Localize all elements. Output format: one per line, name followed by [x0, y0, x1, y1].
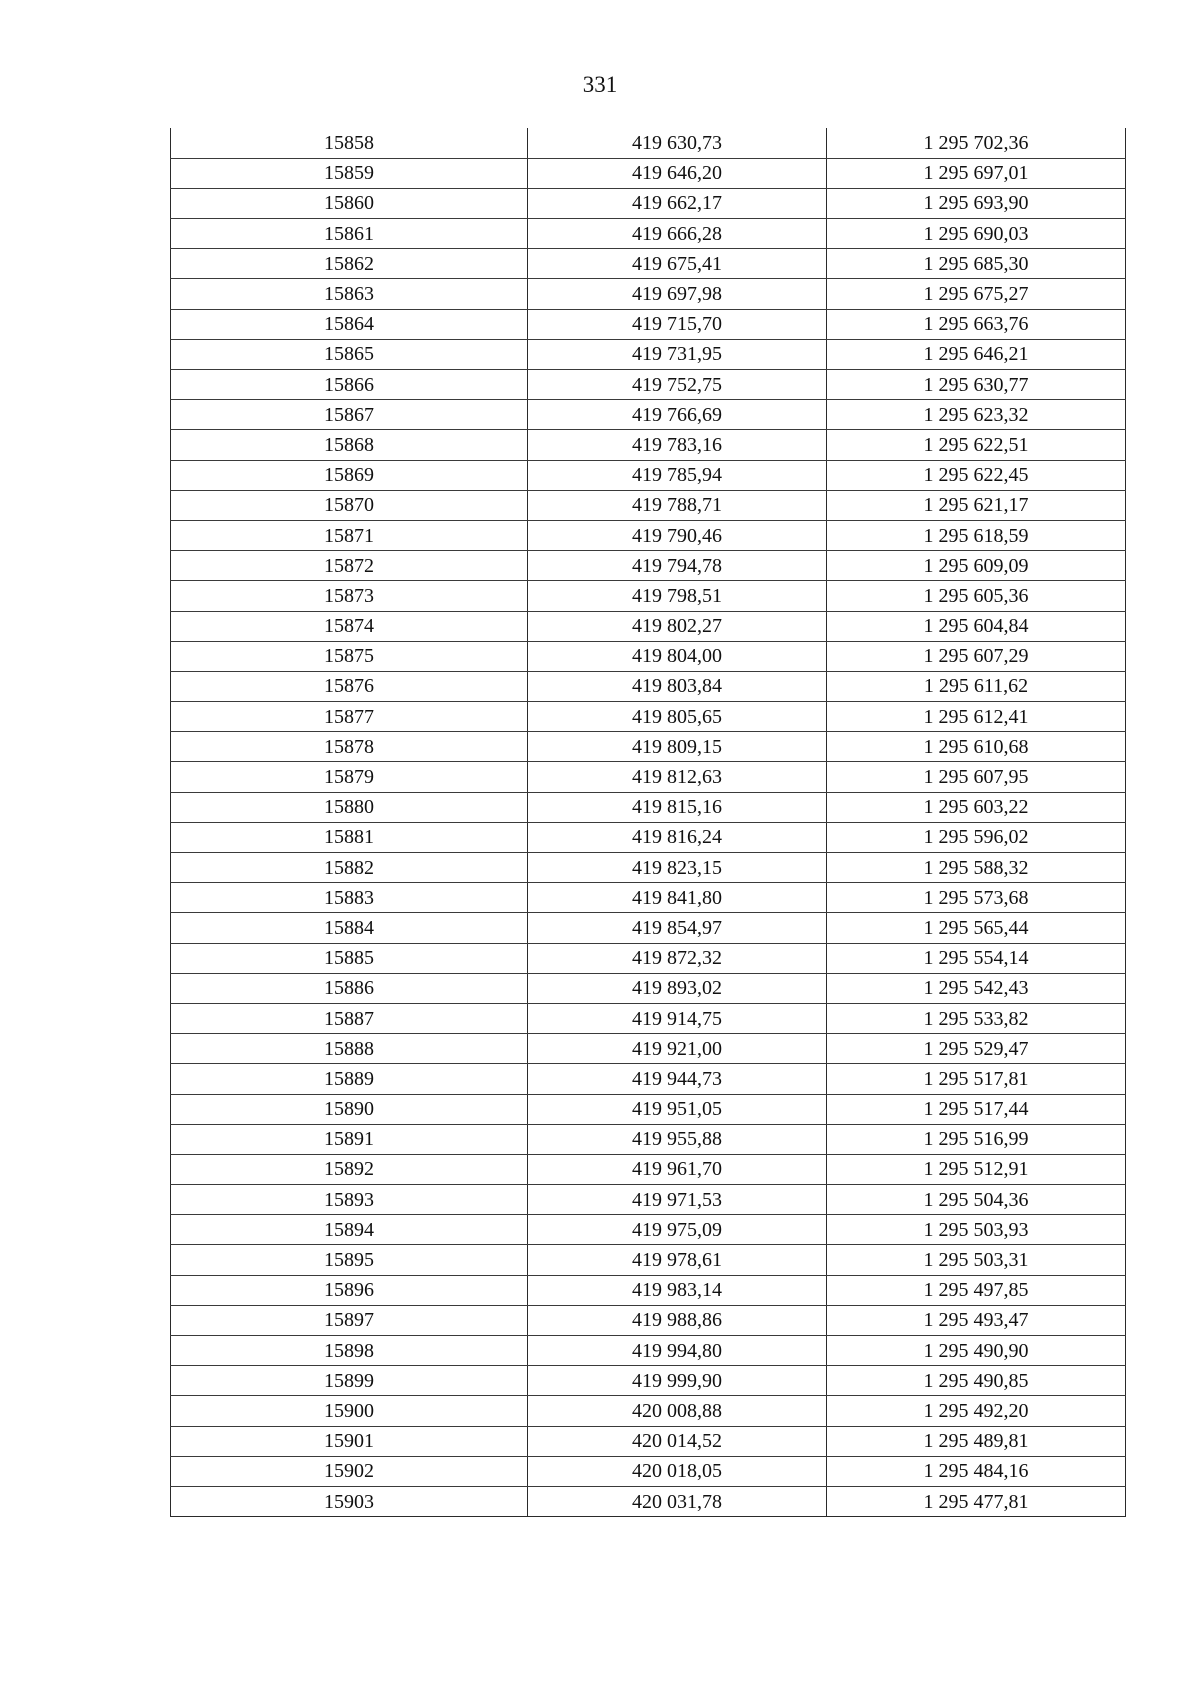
table-row: [171, 400, 1126, 430]
table-row: [171, 460, 1126, 490]
y-coordinate-cell: 1 295 490,90: [827, 1336, 1126, 1366]
x-coordinate-cell: 419 994,80: [528, 1336, 827, 1366]
x-coordinate-cell: 419 803,84: [528, 671, 827, 701]
y-coordinate-cell: 1 295 596,02: [827, 822, 1126, 852]
y-coordinate-cell: 1 295 603,22: [827, 792, 1126, 822]
x-coordinate-cell: 419 675,41: [528, 249, 827, 279]
x-coordinate-cell: 419 961,70: [528, 1154, 827, 1184]
y-coordinate-cell: 1 295 503,31: [827, 1245, 1126, 1275]
y-coordinate-cell: 1 295 477,81: [827, 1486, 1126, 1516]
table-row: [171, 1124, 1126, 1154]
point-number-cell: 15897: [171, 1305, 528, 1335]
x-coordinate-cell: 419 971,53: [528, 1185, 827, 1215]
x-coordinate-cell: 419 893,02: [528, 973, 827, 1003]
x-coordinate-cell: 419 630,73: [528, 128, 827, 158]
x-coordinate-cell: 419 766,69: [528, 400, 827, 430]
point-number-cell: 15895: [171, 1245, 528, 1275]
table-row: [171, 1275, 1126, 1305]
point-number-cell: 15884: [171, 913, 528, 943]
y-coordinate-cell: 1 295 697,01: [827, 158, 1126, 188]
x-coordinate-cell: 419 666,28: [528, 219, 827, 249]
point-number-cell: 15863: [171, 279, 528, 309]
table-row: [171, 1305, 1126, 1335]
x-coordinate-cell: 419 854,97: [528, 913, 827, 943]
x-coordinate-cell: 420 014,52: [528, 1426, 827, 1456]
point-number-cell: 15867: [171, 400, 528, 430]
table-row: [171, 853, 1126, 883]
y-coordinate-cell: 1 295 492,20: [827, 1396, 1126, 1426]
table-row: [171, 520, 1126, 550]
x-coordinate-cell: 419 823,15: [528, 853, 827, 883]
y-coordinate-cell: 1 295 489,81: [827, 1426, 1126, 1456]
x-coordinate-cell: 419 914,75: [528, 1003, 827, 1033]
x-coordinate-cell: 419 815,16: [528, 792, 827, 822]
x-coordinate-cell: 419 646,20: [528, 158, 827, 188]
x-coordinate-cell: 419 841,80: [528, 883, 827, 913]
y-coordinate-cell: 1 295 516,99: [827, 1124, 1126, 1154]
table-row: [171, 1003, 1126, 1033]
point-number-cell: 15878: [171, 732, 528, 762]
x-coordinate-cell: 419 988,86: [528, 1305, 827, 1335]
table-row: [171, 490, 1126, 520]
x-coordinate-cell: 419 788,71: [528, 490, 827, 520]
y-coordinate-cell: 1 295 517,81: [827, 1064, 1126, 1094]
point-number-cell: 15865: [171, 339, 528, 369]
table-row: [171, 1215, 1126, 1245]
point-number-cell: 15881: [171, 822, 528, 852]
y-coordinate-cell: 1 295 610,68: [827, 732, 1126, 762]
y-coordinate-cell: 1 295 554,14: [827, 943, 1126, 973]
point-number-cell: 15899: [171, 1366, 528, 1396]
point-number-cell: 15900: [171, 1396, 528, 1426]
table-row: [171, 309, 1126, 339]
table-row: [171, 1094, 1126, 1124]
point-number-cell: 15885: [171, 943, 528, 973]
y-coordinate-cell: 1 295 529,47: [827, 1034, 1126, 1064]
point-number-cell: 15891: [171, 1124, 528, 1154]
x-coordinate-cell: 420 018,05: [528, 1456, 827, 1486]
point-number-cell: 15858: [171, 128, 528, 158]
point-number-cell: 15886: [171, 973, 528, 1003]
x-coordinate-cell: 419 816,24: [528, 822, 827, 852]
table-row: [171, 973, 1126, 1003]
y-coordinate-cell: 1 295 622,51: [827, 430, 1126, 460]
table-row: [171, 370, 1126, 400]
point-number-cell: 15864: [171, 309, 528, 339]
x-coordinate-cell: 419 805,65: [528, 702, 827, 732]
y-coordinate-cell: 1 295 702,36: [827, 128, 1126, 158]
table-row: [171, 249, 1126, 279]
y-coordinate-cell: 1 295 675,27: [827, 279, 1126, 309]
y-coordinate-cell: 1 295 609,09: [827, 551, 1126, 581]
x-coordinate-cell: 419 978,61: [528, 1245, 827, 1275]
point-number-cell: 15903: [171, 1486, 528, 1516]
x-coordinate-cell: 419 794,78: [528, 551, 827, 581]
table-row: [171, 279, 1126, 309]
table-row: [171, 1064, 1126, 1094]
table-row: [171, 913, 1126, 943]
x-coordinate-cell: 419 951,05: [528, 1094, 827, 1124]
y-coordinate-cell: 1 295 504,36: [827, 1185, 1126, 1215]
table-row: [171, 1486, 1126, 1516]
table-row: [171, 762, 1126, 792]
y-coordinate-cell: 1 295 612,41: [827, 702, 1126, 732]
x-coordinate-cell: 419 790,46: [528, 520, 827, 550]
table-row: [171, 339, 1126, 369]
y-coordinate-cell: 1 295 588,32: [827, 853, 1126, 883]
x-coordinate-cell: 419 804,00: [528, 641, 827, 671]
point-number-cell: 15875: [171, 641, 528, 671]
point-number-cell: 15887: [171, 1003, 528, 1033]
y-coordinate-cell: 1 295 484,16: [827, 1456, 1126, 1486]
table-row: [171, 551, 1126, 581]
table-row: [171, 702, 1126, 732]
x-coordinate-cell: 419 955,88: [528, 1124, 827, 1154]
table-row: [171, 641, 1126, 671]
table-row: [171, 883, 1126, 913]
table-row: [171, 158, 1126, 188]
y-coordinate-cell: 1 295 607,29: [827, 641, 1126, 671]
table-row: [171, 671, 1126, 701]
table-row: [171, 1185, 1126, 1215]
point-number-cell: 15894: [171, 1215, 528, 1245]
table-row: [171, 1366, 1126, 1396]
x-coordinate-cell: 419 752,75: [528, 370, 827, 400]
point-number-cell: 15859: [171, 158, 528, 188]
table-row: [171, 128, 1126, 158]
point-number-cell: 15882: [171, 853, 528, 883]
point-number-cell: 15879: [171, 762, 528, 792]
coordinates-table: [170, 128, 1126, 1517]
point-number-cell: 15873: [171, 581, 528, 611]
x-coordinate-cell: 419 785,94: [528, 460, 827, 490]
x-coordinate-cell: 419 809,15: [528, 732, 827, 762]
table-row: [171, 1245, 1126, 1275]
table-row: [171, 611, 1126, 641]
table-row: [171, 581, 1126, 611]
y-coordinate-cell: 1 295 517,44: [827, 1094, 1126, 1124]
point-number-cell: 15890: [171, 1094, 528, 1124]
y-coordinate-cell: 1 295 611,62: [827, 671, 1126, 701]
point-number-cell: 15860: [171, 188, 528, 218]
point-number-cell: 15898: [171, 1336, 528, 1366]
table-row: [171, 822, 1126, 852]
x-coordinate-cell: 419 872,32: [528, 943, 827, 973]
y-coordinate-cell: 1 295 618,59: [827, 520, 1126, 550]
y-coordinate-cell: 1 295 693,90: [827, 188, 1126, 218]
y-coordinate-cell: 1 295 607,95: [827, 762, 1126, 792]
table-row: [171, 1426, 1126, 1456]
point-number-cell: 15866: [171, 370, 528, 400]
point-number-cell: 15870: [171, 490, 528, 520]
y-coordinate-cell: 1 295 630,77: [827, 370, 1126, 400]
x-coordinate-cell: 420 031,78: [528, 1486, 827, 1516]
x-coordinate-cell: 419 983,14: [528, 1275, 827, 1305]
y-coordinate-cell: 1 295 685,30: [827, 249, 1126, 279]
point-number-cell: 15888: [171, 1034, 528, 1064]
table-row: [171, 1154, 1126, 1184]
y-coordinate-cell: 1 295 490,85: [827, 1366, 1126, 1396]
x-coordinate-cell: 419 697,98: [528, 279, 827, 309]
y-coordinate-cell: 1 295 622,45: [827, 460, 1126, 490]
y-coordinate-cell: 1 295 621,17: [827, 490, 1126, 520]
x-coordinate-cell: 419 802,27: [528, 611, 827, 641]
point-number-cell: 15869: [171, 460, 528, 490]
point-number-cell: 15872: [171, 551, 528, 581]
table-row: [171, 1336, 1126, 1366]
x-coordinate-cell: 419 921,00: [528, 1034, 827, 1064]
x-coordinate-cell: 419 783,16: [528, 430, 827, 460]
x-coordinate-cell: 419 798,51: [528, 581, 827, 611]
table-row: [171, 188, 1126, 218]
x-coordinate-cell: 419 999,90: [528, 1366, 827, 1396]
point-number-cell: 15901: [171, 1426, 528, 1456]
y-coordinate-cell: 1 295 663,76: [827, 309, 1126, 339]
y-coordinate-cell: 1 295 565,44: [827, 913, 1126, 943]
y-coordinate-cell: 1 295 533,82: [827, 1003, 1126, 1033]
table-row: [171, 943, 1126, 973]
table-row: [171, 792, 1126, 822]
table-row: [171, 1396, 1126, 1426]
y-coordinate-cell: 1 295 605,36: [827, 581, 1126, 611]
y-coordinate-cell: 1 295 604,84: [827, 611, 1126, 641]
point-number-cell: 15893: [171, 1185, 528, 1215]
y-coordinate-cell: 1 295 690,03: [827, 219, 1126, 249]
point-number-cell: 15868: [171, 430, 528, 460]
y-coordinate-cell: 1 295 493,47: [827, 1305, 1126, 1335]
page-number: 331: [582, 72, 618, 97]
point-number-cell: 15862: [171, 249, 528, 279]
point-number-cell: 15889: [171, 1064, 528, 1094]
point-number-cell: 15876: [171, 671, 528, 701]
point-number-cell: 15883: [171, 883, 528, 913]
y-coordinate-cell: 1 295 623,32: [827, 400, 1126, 430]
x-coordinate-cell: 419 731,95: [528, 339, 827, 369]
point-number-cell: 15877: [171, 702, 528, 732]
point-number-cell: 15902: [171, 1456, 528, 1486]
x-coordinate-cell: 419 662,17: [528, 188, 827, 218]
table-row: [171, 430, 1126, 460]
x-coordinate-cell: 420 008,88: [528, 1396, 827, 1426]
y-coordinate-cell: 1 295 497,85: [827, 1275, 1126, 1305]
y-coordinate-cell: 1 295 542,43: [827, 973, 1126, 1003]
x-coordinate-cell: 419 975,09: [528, 1215, 827, 1245]
y-coordinate-cell: 1 295 573,68: [827, 883, 1126, 913]
y-coordinate-cell: 1 295 503,93: [827, 1215, 1126, 1245]
y-coordinate-cell: 1 295 512,91: [827, 1154, 1126, 1184]
point-number-cell: 15892: [171, 1154, 528, 1184]
table-row: [171, 219, 1126, 249]
coordinates-table-body: [171, 128, 1126, 1517]
point-number-cell: 15874: [171, 611, 528, 641]
point-number-cell: 15896: [171, 1275, 528, 1305]
table-row: [171, 1034, 1126, 1064]
x-coordinate-cell: 419 812,63: [528, 762, 827, 792]
table-row: [171, 1456, 1126, 1486]
point-number-cell: 15880: [171, 792, 528, 822]
point-number-cell: 15871: [171, 520, 528, 550]
table-row: [171, 732, 1126, 762]
x-coordinate-cell: 419 944,73: [528, 1064, 827, 1094]
y-coordinate-cell: 1 295 646,21: [827, 339, 1126, 369]
x-coordinate-cell: 419 715,70: [528, 309, 827, 339]
point-number-cell: 15861: [171, 219, 528, 249]
